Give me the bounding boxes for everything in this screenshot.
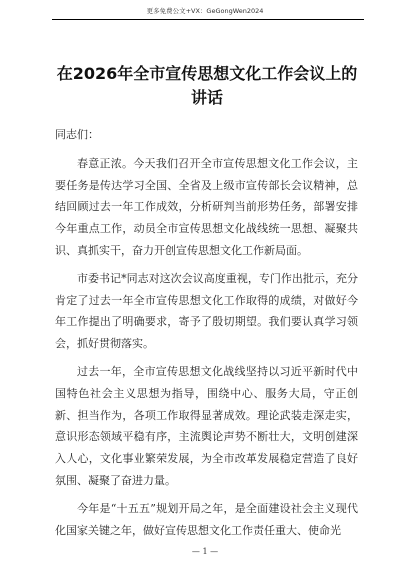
salutation: 同志们： [55, 128, 99, 141]
paragraph-1: 春意正浓。今天我们召开全市宣传思想文化工作会议，主要任务是传达学习全国、全省及上级市宣传部长会议精神，总结回顾过去一年工作成效，分析研判当前形势任务，部署安排今年重点工作，动员全市宣传思想文化战线统一思想、凝聚共识、真抓实干，奋力开创宣传思想文化工作新局面。 [55, 156, 358, 257]
document-body [55, 124, 358, 547]
header-divider [52, 19, 364, 20]
paragraph-4: 今年是“十五五”规划开局之年，是全面建设社会主义现代化国家关键之年，做好宣传思想文化工作责任重大、使命光 [55, 501, 358, 537]
page-number: — 1 — [191, 547, 219, 556]
paragraph-3: 过去一年，全市宣传思想文化战线坚持以习近平新时代中国特色社会主义思想为指导，围绕中心、服务大局，守正创新、担当作为，各项工作取得显著成效。理论武装走深走实，意识形态领域平稳有序，主流舆论声势不断壮大，文明创建深入人心，文化事业繁荣发展，为全市改革发展稳定营造了良好氛围、凝聚了奋进力量。 [55, 364, 358, 487]
header-note: 更多免费公文+VX：GeGongWen2024 [146, 7, 264, 15]
document-title: 在2026年全市宣传思想文化工作会议上的讲话 [56, 64, 358, 107]
paragraph-2: 市委书记*同志对这次会议高度重视，专门作出批示，充分肯定了过去一年全市宣传思想文化工作取得的成绩，对做好今年工作提出了明确要求，寄予了殷切期望。我们要认真学习领会，抓好贯彻落实。 [55, 271, 358, 351]
